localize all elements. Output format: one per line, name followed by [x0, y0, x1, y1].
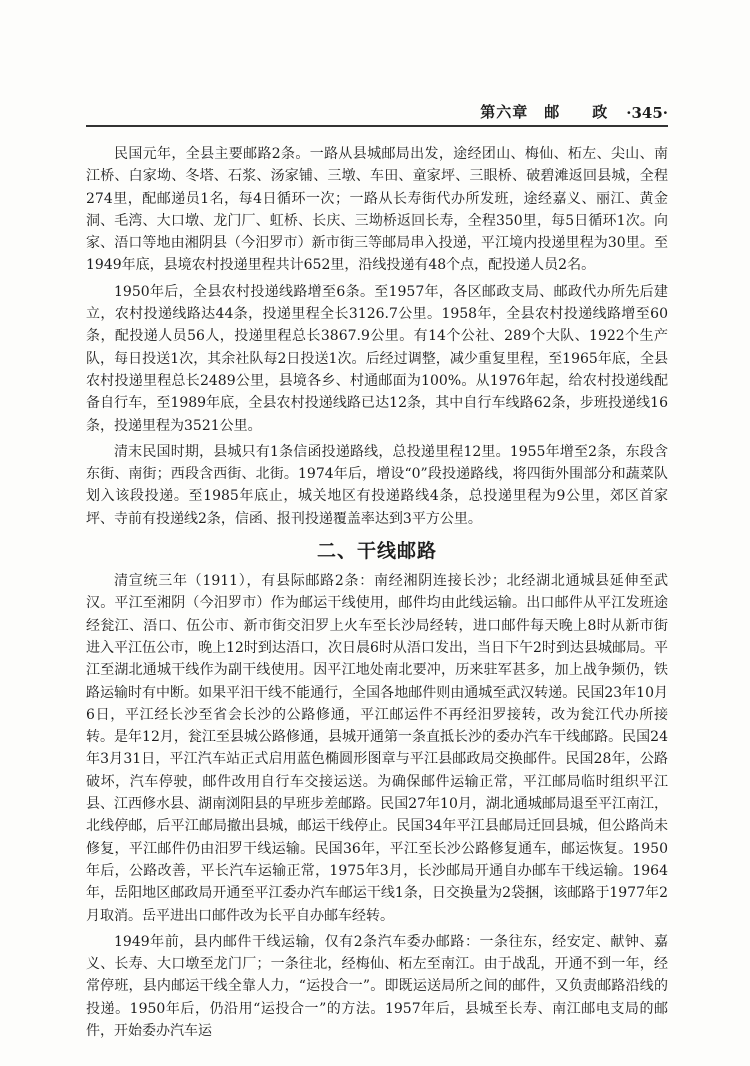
chapter-title: 第六章 邮 政 [480, 103, 609, 121]
body-text [86, 143, 668, 1046]
page-number: ·345· [626, 104, 668, 122]
paragraph: 民国元年，全县主要邮路2条。一路从县城邮局出发，途经团山、梅仙、柘左、尖山、南江桥、白家坳、冬塔、石浆、汤家铺、三墩、车田、童家坪、三眼桥、破碧滩返回县城，全程274里，配邮递员1名，每4日循环一次；一路从长寿街代办所发班，途经嘉义、丽江、黄金洞、毛湾、大口墩、龙门厂、虹桥、长庆、三坳桥返回长寿，全程350里，每5日循环1次。向家、浯口等地由湘阴县（今汨罗市）新市街三等邮局串入投递，平江境内投递里程为30里。至1949年底，县境农村投递里程共计652里，沿线投递有48个点，配投递人员2名。 [86, 146, 668, 274]
paragraph: 1950年后，全县农村投递线路增至6条。至1957年，各区邮政支局、邮政代办所先后建立，农村投递线路达44条，投递里程全长3126.7公里。1958年，全县农村投递线路增至60条，配投递人员56人，投递里程总长3867.9公里。有14个公社、289个大队、1922个生产队，每日投送1次，其余社队每2日投送1次。后经过调整，减少重复里程，至1965年底，全县农村投递里程总长2489公里，县境各乡、村通邮面为100%。从1976年起，给农村投递线配备自行车，至1989年底，全县农村投递线路已达12条，其中自行车线路62条，步班投递线16条，投递里程为3521公里。 [86, 283, 668, 434]
section-heading: 二、干线邮路 [316, 540, 437, 563]
running-header [86, 100, 668, 127]
paragraph: 清末民国时期，县城只有1条信函投递路线，总投递里程12里。1955年增至2条，东段含东街、南街；西段含西街、北街。1974年后，增设“0”段投递路线，将四街外围部分和蔬菜队划入该段投递。至1985年底止，城关地区有投递路线4条，总投递里程为9公里，郊区首家坪、寺前有投递线2条，信函、报刊投递覆盖率达到3平方公里。 [86, 443, 668, 527]
paragraph: 1949年前，县内邮件干线运输，仅有2条汽车委办邮路：一条往东，经安定、献钟、嘉义、长寿、大口墩至龙门厂；一条往北，经梅仙、柘左至南江。由于战乱，开通不到一年，经常停班，县内邮运干线全靠人力，“运投合一”。即既运送局所之间的邮件，又负责邮路沿线的投递。1950年后，仍沿用“运投合一”的方法。1957年后，县城至长寿、南江邮电支局的邮件，开始委办汽车运 [86, 933, 668, 1039]
paragraph: 清宣统三年（1911），有县际邮路2条：南经湘阴连接长沙；北经湖北通城县延伸至武汉。平江至湘阴（今汨罗市）作为邮运干线使用，邮件均由此线运输。出口邮件从平江发班途经瓮江、浯口、伍公市、新市街交汨罗上火车至长沙局经转，进口邮件每天晚上8时从新市街进入平江伍公市，晚上12时到达浯口，次日晨6时从浯口发出，当日下午2时到达县城邮局。平江至湖北通城干线作为副干线使用。因平江地处南北要冲，历来驻军甚多，加上战争频仍，铁路运输时有中断。如果平汨干线不能通行，全国各地邮件则由通城至武汉转递。民国23年10月6日，平江经长沙至省会长沙的公路修通，平江邮运件不再经汨罗接转，改为瓮江代办所接转。是年12月，瓮江至县城公路修通，县城开通第一条直抵长沙的委办汽车干线邮路。民国24年3月31日，平江汽车站正式启用蓝色椭圆形图章与平江县邮政局交换邮件。民国28年，公路破坏，汽车停驶，邮件改用自行车交接运送。为确保邮件运输正常，平江邮局临时组织平江县、江西修水县、湖南浏阳县的早班步差邮路。民国27年10月，湖北通城邮局退至平江南江，北线停邮，后平江邮局撤出县城，邮运干线停止。民国34年平江县邮局迁回县城，但公路尚未修复，平江邮件仍由汨罗干线运输。民国36年，平江至长沙公路修复通车，邮运恢复。1950年后，公路改善，平长汽车运输正常，1975年3月，长沙邮局开通自办邮车干线运输。1964年，岳阳地区邮政局开通至平江委办汽车邮运干线1条，日交换量为2袋捆，该邮路于1977年2月取消。岳平进出口邮件改为长平自办邮车经转。 [86, 573, 668, 924]
